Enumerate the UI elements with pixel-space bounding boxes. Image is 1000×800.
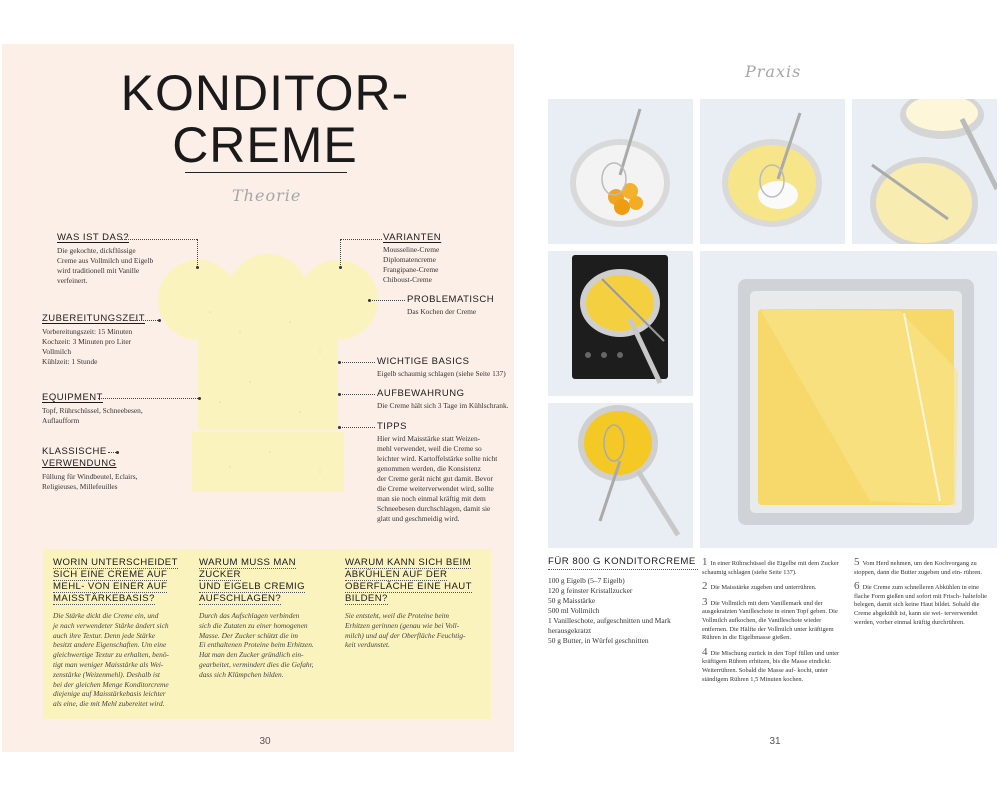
step-5: 5 Vom Herd nehmen, um den Kochvorgang zu stoppen, dann die Butter zugeben und ein- rühren. — [854, 556, 982, 576]
heading-klassische-verwendung: KLASSISCHE VERWENDUNG — [42, 446, 117, 469]
ingredient-item: 100 g Eigelb (5–7 Eigelb) — [548, 576, 625, 585]
connector-dot — [198, 397, 201, 400]
block-tipps — [377, 421, 515, 524]
pot-stove-icon — [548, 251, 693, 396]
page-title-line2: CREME — [172, 117, 358, 173]
ingredient-item: 50 g Maisstärke — [548, 596, 596, 605]
question-1-heading: WORIN UNTERSCHEIDET SICH EINE CREME AUF MEHL- VON EINER AUF MAISSTÄRKEBASIS? — [53, 557, 178, 604]
pot-cream-icon — [548, 403, 693, 548]
connector-tipps — [340, 427, 375, 428]
heading-problematisch: PROBLEMATISCH — [407, 294, 495, 305]
connector-varianten — [340, 239, 382, 240]
subtitle-praxis: Praxis — [745, 62, 802, 81]
block-aufbewahrung — [377, 388, 515, 411]
heading-was-ist-das: WAS IST DAS? — [57, 232, 129, 243]
text-aufbewahrung: Die Creme hält sich 3 Tage im Kühlschrank. — [377, 401, 509, 410]
connector-klassische — [108, 452, 116, 453]
photo-step-1 — [548, 99, 693, 244]
question-3 — [345, 557, 485, 650]
text-equipment: Topf, Rührschüssel, Schneebesen, Auflaufform — [42, 406, 143, 425]
ingredient-item: 500 ml Vollmilch — [548, 606, 600, 615]
ingredient-item: 50 g Butter, in Würfel geschnitten — [548, 636, 649, 645]
bowl-yolks-icon — [548, 99, 693, 244]
connector-varianten-v — [340, 239, 341, 267]
steps-column-2 — [854, 558, 994, 632]
connector-dot — [196, 266, 199, 269]
question-3-answer: Sie entsteht, weil die Proteine beim Erhitzen gerinnen (genau wie bei Voll- milch) und auf der Oberfläche Feuchtig- keit verdunstet. — [345, 611, 466, 650]
text-problematisch: Das Kochen der Creme — [407, 307, 477, 316]
connector-dot — [339, 266, 342, 269]
ingredient-item: herausgekratzt — [548, 626, 592, 635]
text-was-ist-das: Die gekochte, dickflüssige Creme aus Vollmilch und Eigelb wird traditionell mit Vanille verfeinert. — [57, 246, 154, 285]
block-zubereitungszeit — [42, 313, 202, 367]
page-number-right: 31 — [769, 736, 781, 747]
connector-zubereitungszeit — [132, 320, 158, 321]
block-was-ist-das — [57, 232, 217, 286]
connector-dot — [158, 319, 161, 322]
photo-step-6 — [700, 251, 997, 548]
heading-aufbewahrung: AUFBEWAHRUNG — [377, 388, 465, 399]
heading-varianten: VARIANTEN — [383, 232, 442, 243]
ingredients-heading: FÜR 800 G KONDITORCREME — [548, 556, 698, 570]
connector-problematisch — [370, 300, 405, 301]
block-problematisch — [407, 294, 517, 317]
connector-dot — [368, 299, 371, 302]
connector-basics — [340, 362, 375, 363]
step-3: 3 Die Vollmilch mit dem Vanillemark und der ausgekratzten Vanilleschote in einen Topf geben. Die Vollmilch aufkochen, die Vanilleschote wieder entfernen. Die Hälfte der Vollmilch unter kräftigem Rühren in die Eigelbmasse gießen. — [702, 595, 838, 642]
question-1 — [53, 557, 188, 709]
photo-step-2 — [700, 99, 845, 244]
block-klassische-verwendung — [42, 446, 212, 492]
tray-cream-icon — [700, 251, 997, 548]
block-varianten — [383, 232, 513, 285]
block-wichtige-basics — [377, 356, 517, 379]
ingredients-block — [548, 556, 698, 646]
connector-dot — [116, 451, 119, 454]
connector-equipment — [98, 398, 198, 399]
question-3-heading: WARUM KANN SICH BEIM ABKÜHLEN AUF DER OBERFLÄCHE EINE HAUT BILDEN? — [345, 557, 472, 604]
question-1-answer: Die Stärke dickt die Creme ein, und je nach verwendeter Stärke ändert sich auch ihre Textur. Denn jede Stärke besitzt andere Eigenschaften. Um eine gleichwertige Textur zu erhalten, benö- tigt man weniger Maisstärke als Wei- zenstärke (Weizenmehl). Deshalb ist bei der gleichen Menge Konditorcreme diejenige auf Maisstärkebasis leichter als eine, die mit Mehl zubereitet wird. — [53, 611, 169, 709]
question-2-heading: WARUM MUSS MAN ZUCKER UND EIGELB CREMIG AUFSCHLAGEN? — [199, 557, 305, 604]
steps-column-1 — [702, 558, 844, 689]
photo-step-3 — [852, 99, 997, 244]
title-divider — [185, 172, 347, 173]
heading-wichtige-basics: WICHTIGE BASICS — [377, 356, 470, 367]
question-2 — [199, 557, 339, 680]
bowl-starch-icon — [700, 99, 845, 244]
connector-aufbewahrung — [340, 394, 375, 395]
text-wichtige-basics: Eigelb schaumig schlagen (siehe Seite 137) — [377, 369, 506, 378]
question-2-answer: Durch das Aufschlagen verbinden sich die Zutaten zu einer homogenen Masse. Der Zucker schützt die im Ei enthaltenen Proteine beim Erhitzen. Hat man den Zucker gründlich ein- gearbeitet, vermindert dies die Gefahr, dass sich Klümpchen bilden. — [199, 611, 314, 679]
connector-dot — [338, 426, 341, 429]
text-klassische-verwendung: Füllung für Windbeutel, Eclairs, Religieuses, Millefeuilles — [42, 472, 138, 491]
connector-was-ist-das-v — [197, 239, 198, 267]
heading-equipment: EQUIPMENT — [42, 392, 103, 403]
milk-pour-icon — [852, 99, 997, 244]
ingredients-list — [548, 576, 698, 646]
connector-dot — [338, 393, 341, 396]
step-1: 1 In einer Rührschüssel die Eigelbe mit dem Zucker schaumig schlagen (siehe Seite 137). — [702, 556, 839, 576]
step-4: 4 Die Mischung zurück in den Topf füllen und unter kräftigem Rühren erhitzen, bis die Masse eindickt. Weiterrühren. Sobald die Masse auf- kocht, unter ständigem Rühren 1,5 Minuten kochen. — [702, 645, 840, 683]
ingredient-item: 1 Vanilleschote, aufgeschnitten und Mark — [548, 616, 671, 625]
text-tipps: Hier wird Maisstärke statt Weizen- mehl verwendet, weil die Creme so leichter wird. Kartoffelstärke sollte nicht genommen werden, die Konsistenz der Creme gerät nicht gut damit. Bevor die Creme weiterverwendet wird, sollte man sie noch einmal kräftig mit dem Schneebesen durchschlagen, damit sie glatt und geschmeidig wird. — [377, 434, 498, 523]
ingredient-item: 120 g feinster Kristallzucker — [548, 586, 633, 595]
page-number-left: 30 — [259, 736, 271, 747]
text-zubereitungszeit: Vorbereitungszeit: 15 Minuten Kochzeit: 3 Minuten pro Liter Vollmilch Kühlzeit: 1 Stunde — [42, 327, 133, 366]
heading-tipps: TIPPS — [377, 421, 407, 432]
connector-was-ist-das — [122, 239, 197, 240]
page-title-line1: KONDITOR- — [120, 65, 410, 121]
step-6: 6 Die Creme zum schnelleren Abkühlen in eine flache Form gießen und sofort mit Frisch- haltefolie belegen, damit sich keine Haut bildet. Sobald die Creme abgekühlt ist, kann sie wei- terverwendet werden, vorher einmal kräftig durchrühren. — [854, 580, 987, 626]
text-varianten: Mousseline-Creme Diplomatencreme Frangipane-Creme Chiboust-Creme — [383, 245, 440, 284]
subtitle-theorie: Theorie — [232, 186, 302, 205]
photo-step-5 — [548, 403, 693, 548]
step-2: 2 Die Maisstärke zugeben und unterrühren. — [702, 580, 817, 593]
photo-step-4 — [548, 251, 693, 396]
heading-zubereitungszeit: ZUBEREITUNGSZEIT — [42, 313, 146, 324]
connector-dot — [338, 361, 341, 364]
